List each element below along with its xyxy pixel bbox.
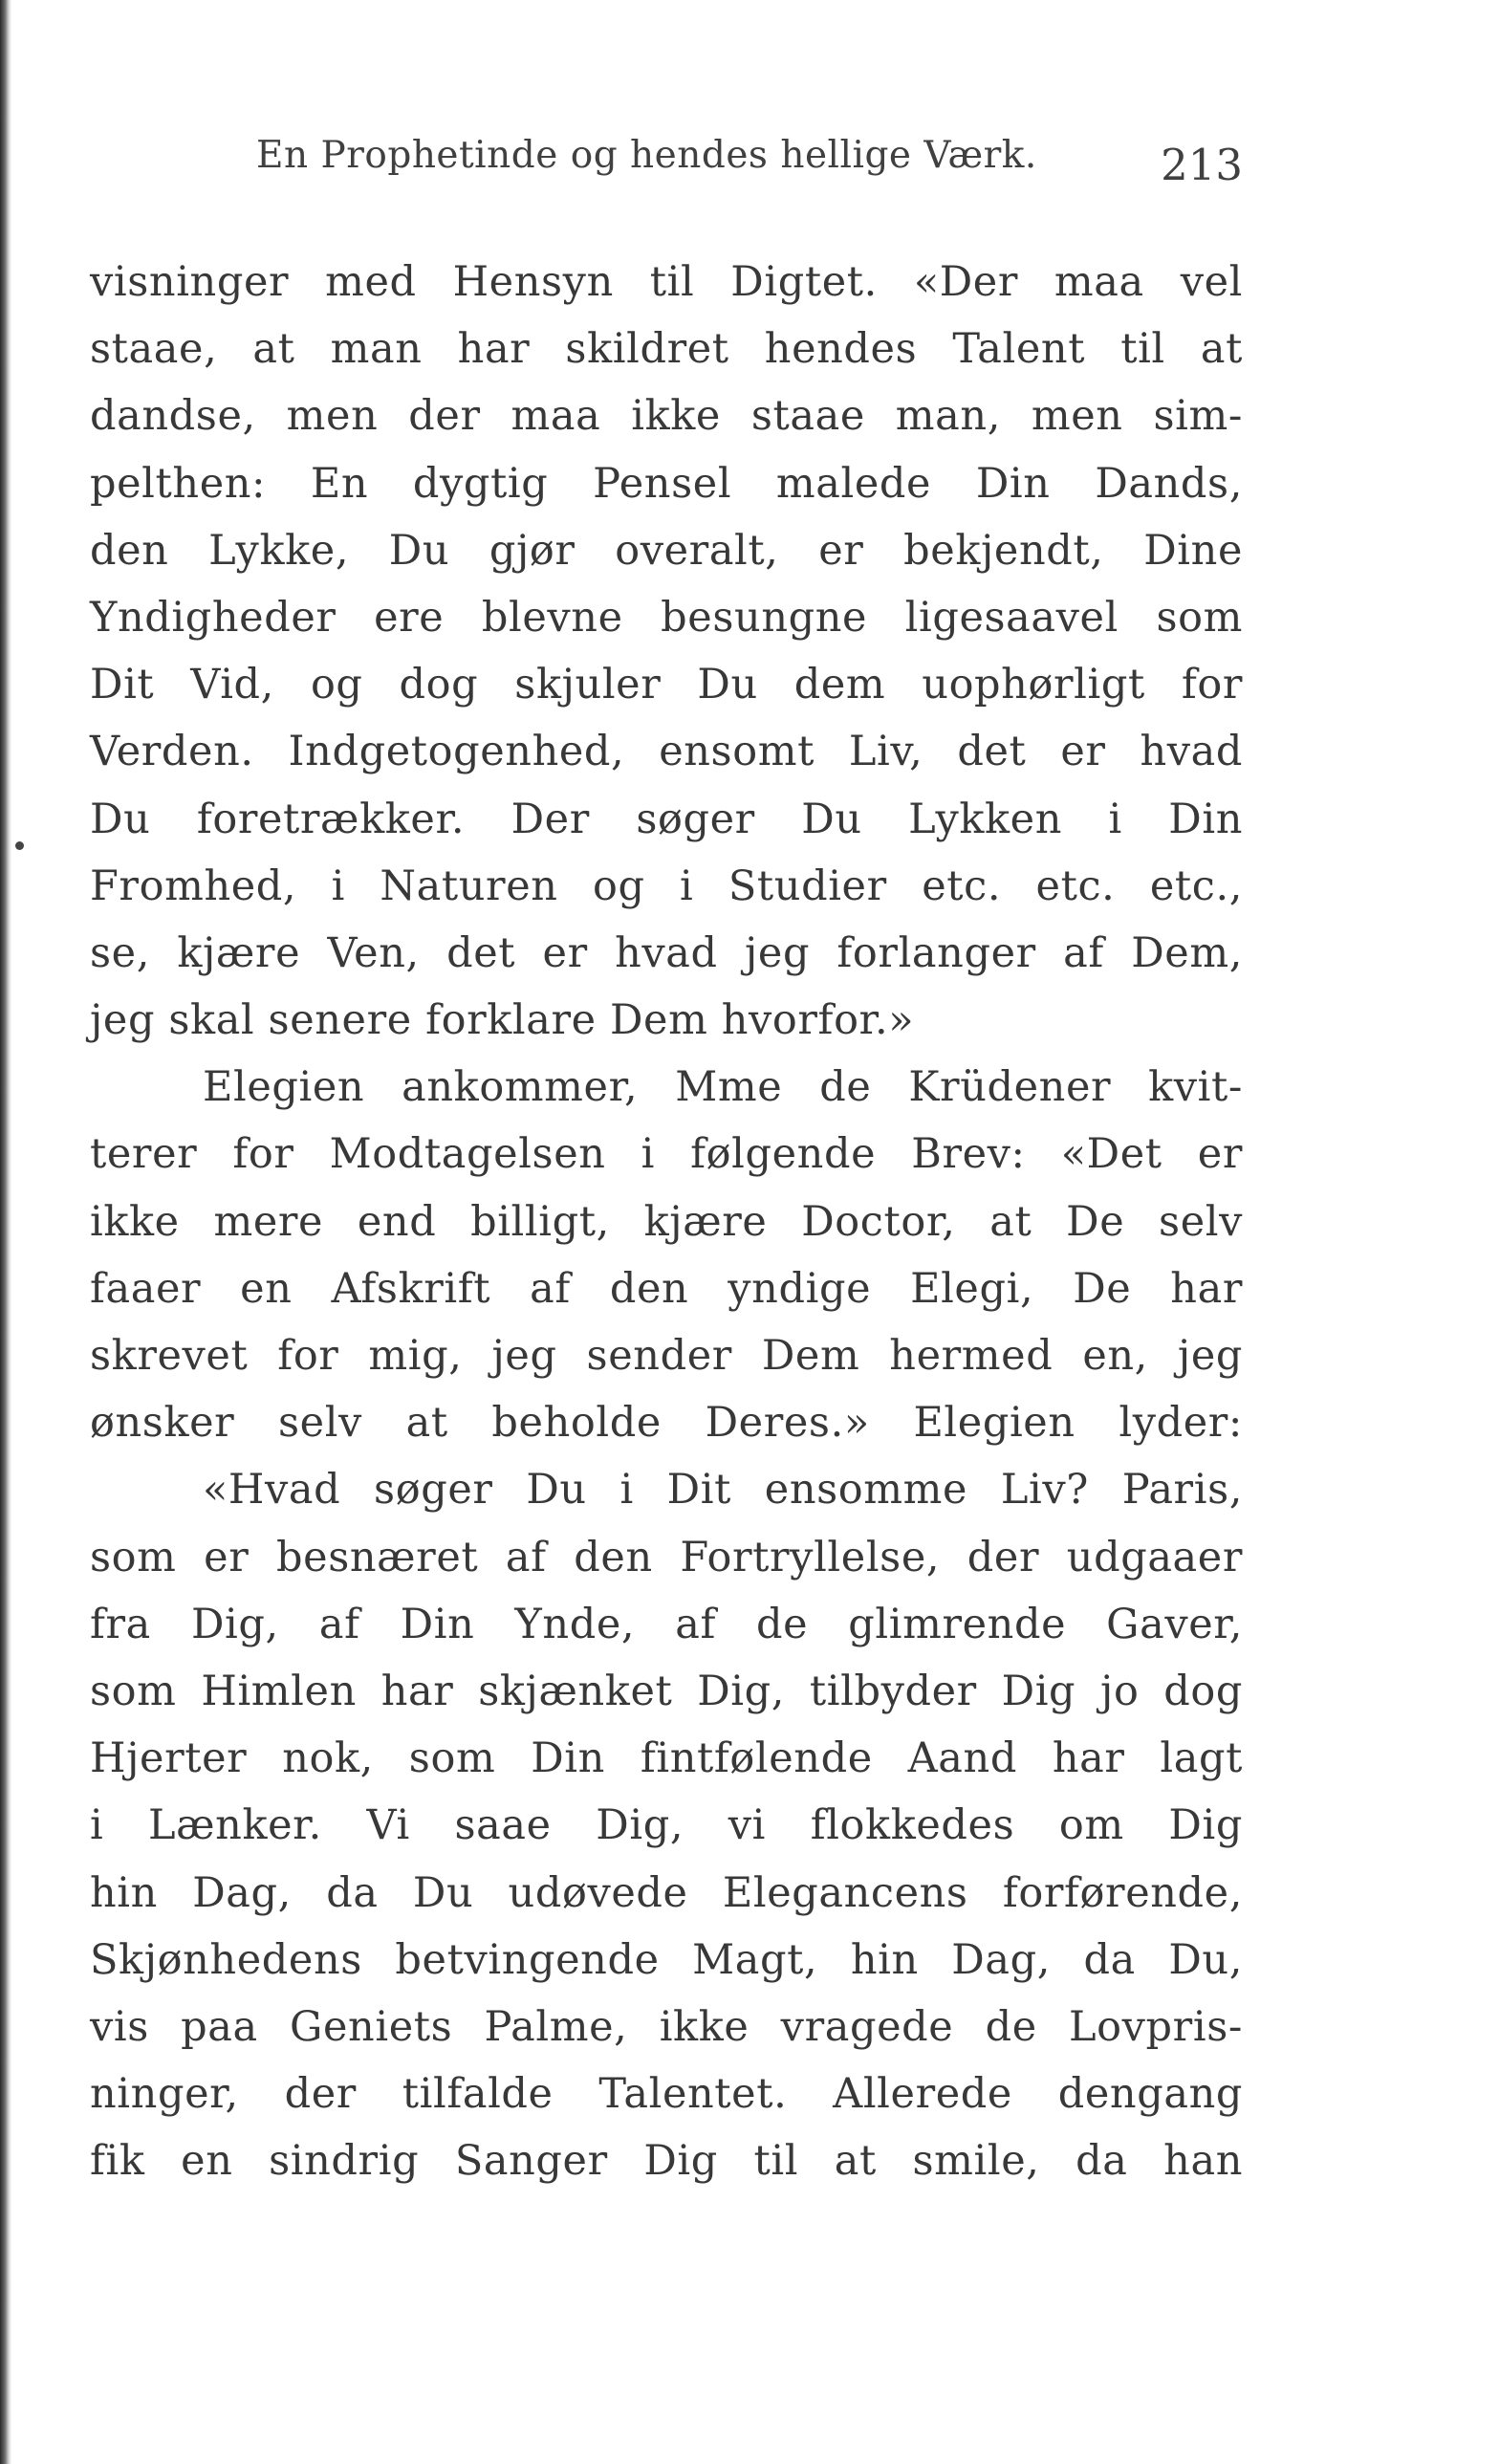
text-line: Du foretrækker. Der søger Du Lykken i Din [90, 795, 1243, 843]
text-line: ninger, der tilfalde Talentet. Allerede dengang [90, 2070, 1243, 2119]
text-line: som Himlen har skjænket Dig, tilbyder Dig jo dog [90, 1667, 1243, 1715]
text-line: Hjerter nok, som Din fintfølende Aand har lagt [90, 1734, 1243, 1783]
text-line: visninger med Hensyn til Digtet. «Der maa vel [90, 258, 1243, 306]
text-line: se, kjære Ven, det er hvad jeg forlanger af Dem, [90, 928, 1243, 977]
text-line: terer for Modtagelsen i følgende Brev: «Det er [90, 1130, 1243, 1179]
text-line: hin Dag, da Du udøvede Elegancens forførende, [90, 1868, 1243, 1917]
text-line: Skjønhedens betvingende Magt, hin Dag, da Du, [90, 1935, 1243, 1984]
text-line: som er besnæret af den Fortryllelse, der udgaaer [90, 1533, 1243, 1581]
text-line: Yndigheder ere blevne besungne ligesaavel som [90, 593, 1243, 642]
text-line: ikke mere end billigt, kjære Doctor, at De selv [90, 1197, 1243, 1246]
text-line: dandse, men der maa ikke staae man, men sim- [90, 392, 1243, 441]
text-line: ønsker selv at beholde Deres.» Elegien lyder: [90, 1399, 1243, 1448]
text-line: Dit Vid, og dog skjuler Du dem uophørligt for [90, 661, 1243, 709]
text-line-quote-start: «Hvad søger Du i Dit ensomme Liv? Paris, [203, 1466, 1243, 1515]
text-line: Verden. Indgetogenhed, ensomt Liv, det er hvad [90, 728, 1243, 776]
text-line: skrevet for mig, jeg sender Dem hermed en, jeg [90, 1332, 1243, 1380]
body-text [90, 249, 1243, 2194]
text-line: Fromhed, i Naturen og i Studier etc. etc. etc., [90, 861, 1243, 910]
text-line: fra Dig, af Din Ynde, af de glimrende Gaver, [90, 1600, 1243, 1648]
text-line: staae, at man har skildret hendes Talent til at [90, 325, 1243, 374]
running-title: En Prophetinde og hendes hellige Værk. [256, 134, 1037, 177]
ink-spot [15, 841, 24, 850]
text-line: i Lænker. Vi saae Dig, vi flokkedes om Dig [90, 1801, 1243, 1850]
text-line: faaer en Afskrift af den yndige Elegi, De har [90, 1264, 1243, 1313]
text-line: vis paa Geniets Palme, ikke vragede de Lovpris- [90, 2002, 1243, 2051]
page-header [256, 134, 1243, 191]
text-line-paragraph-end: jeg skal senere forklare Dem hvorfor.» [90, 996, 915, 1045]
page-number: 213 [1161, 140, 1243, 190]
page-binding-edge [0, 0, 11, 2464]
text-line: fik en sindrig Sanger Dig til at smile, da han [90, 2137, 1243, 2186]
text-line: den Lykke, Du gjør overalt, er bekjendt, Dine [90, 526, 1243, 575]
text-line: pelthen: En dygtig Pensel malede Din Dands, [90, 459, 1243, 508]
text-line-paragraph-start: Elegien ankommer, Mme de Krüdener kvit- [203, 1063, 1243, 1112]
